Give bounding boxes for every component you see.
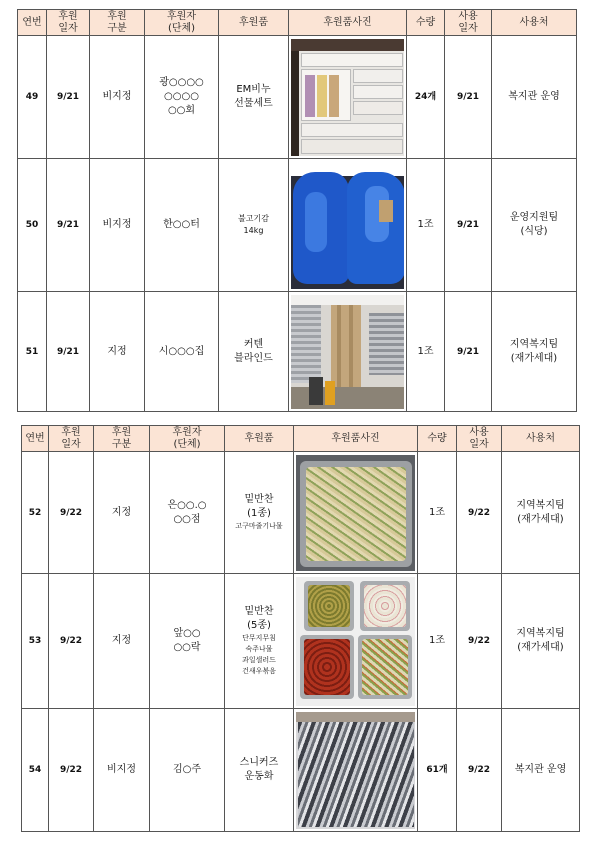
- row-no: 49: [18, 36, 47, 159]
- row-photo: [294, 574, 418, 709]
- row-use-date: 9/21: [445, 159, 492, 292]
- col-header-type: 후원 구분: [94, 426, 150, 452]
- row-no: 50: [18, 159, 47, 292]
- row-type: 비지정: [90, 159, 145, 292]
- row-photo: [294, 452, 418, 574]
- row-item: 커텐 블라인드: [219, 292, 289, 412]
- row-date: 9/22: [49, 574, 94, 709]
- curtain-blinds-photo: [291, 295, 404, 409]
- row-date: 9/22: [49, 452, 94, 574]
- row-no: 53: [22, 574, 49, 709]
- row-use: 지역복지팀 (재가세대): [492, 292, 577, 412]
- col-header-donor: 후원자 (단체): [150, 426, 225, 452]
- row-use: 복지관 운영: [502, 709, 580, 832]
- row-qty: 1조: [418, 574, 457, 709]
- row-use-date: 9/22: [457, 709, 502, 832]
- row-qty: 61개: [418, 709, 457, 832]
- col-header-use-date: 사용 일자: [457, 426, 502, 452]
- col-header-photo: 후원품사진: [294, 426, 418, 452]
- col-header-donor: 후원자 (단체): [145, 10, 219, 36]
- row-qty: 1조: [407, 159, 445, 292]
- row-photo: [289, 159, 407, 292]
- row-no: 51: [18, 292, 47, 412]
- row-date: 9/21: [47, 292, 90, 412]
- row-photo: [294, 709, 418, 832]
- row-use-date: 9/21: [445, 292, 492, 412]
- row-type: 지정: [94, 574, 150, 709]
- col-header-use: 사용처: [502, 426, 580, 452]
- row-no: 52: [22, 452, 49, 574]
- row-item: 스니커즈 운동화: [225, 709, 294, 832]
- row-date: 9/21: [47, 159, 90, 292]
- table-header: [18, 10, 577, 36]
- meat-in-blue-bags-photo: [291, 162, 404, 289]
- table-row: [22, 574, 580, 709]
- col-header-item: 후원품: [219, 10, 289, 36]
- col-header-qty: 수량: [418, 426, 457, 452]
- row-type: 지정: [90, 292, 145, 412]
- col-header-date: 후원 일자: [49, 426, 94, 452]
- row-qty: 24개: [407, 36, 445, 159]
- donation-table-2: [21, 425, 580, 832]
- row-item: 밑반찬 (5종) 단무지무침 숙주나물 과일샐러드 건새우볶음: [225, 574, 294, 709]
- side-dish-tray-photo: [296, 455, 415, 571]
- col-header-date: 후원 일자: [47, 10, 90, 36]
- row-date: 9/21: [47, 36, 90, 159]
- table-row: [18, 159, 577, 292]
- donation-table-1: [17, 9, 577, 412]
- row-photo: [289, 292, 407, 412]
- col-header-use: 사용처: [492, 10, 577, 36]
- col-header-item: 후원품: [225, 426, 294, 452]
- row-item: 불고기감 14kg: [219, 159, 289, 292]
- row-type: 지정: [94, 452, 150, 574]
- row-use-date: 9/21: [445, 36, 492, 159]
- sneakers-pile-photo: [296, 712, 415, 829]
- table-row: [22, 452, 580, 574]
- row-item: 밑반찬 (1종) 고구마줄기나물: [225, 452, 294, 574]
- table-row: [18, 292, 577, 412]
- col-header-use-date: 사용 일자: [445, 10, 492, 36]
- row-donor: 김○주: [150, 709, 225, 832]
- row-use-date: 9/22: [457, 574, 502, 709]
- row-use: 지역복지팀 (재가세대): [502, 574, 580, 709]
- table-header: [22, 426, 580, 452]
- col-header-qty: 수량: [407, 10, 445, 36]
- row-no: 54: [22, 709, 49, 832]
- row-donor: 앞○○ ○○락: [150, 574, 225, 709]
- col-header-photo: 후원품사진: [289, 10, 407, 36]
- soap-gift-boxes-photo: [291, 39, 404, 156]
- row-type: 비지정: [94, 709, 150, 832]
- row-photo: [289, 36, 407, 159]
- row-use: 지역복지팀 (재가세대): [502, 452, 580, 574]
- row-donor: 광○○○○ ○○○○ ○○회: [145, 36, 219, 159]
- row-use: 복지관 운영: [492, 36, 577, 159]
- row-donor: 은○○.○ ○○점: [150, 452, 225, 574]
- row-item: EM비누 선물세트: [219, 36, 289, 159]
- col-header-type: 후원 구분: [90, 10, 145, 36]
- row-donor: 한○○터: [145, 159, 219, 292]
- row-type: 비지정: [90, 36, 145, 159]
- row-donor: 시○○○집: [145, 292, 219, 412]
- col-header-no: 연번: [18, 10, 47, 36]
- col-header-no: 연번: [22, 426, 49, 452]
- row-date: 9/22: [49, 709, 94, 832]
- row-qty: 1조: [407, 292, 445, 412]
- row-qty: 1조: [418, 452, 457, 574]
- row-use: 운영지원팀 (식당): [492, 159, 577, 292]
- table-row: [18, 36, 577, 159]
- table-row: [22, 709, 580, 832]
- side-dish-trays-photo: [296, 577, 415, 706]
- row-use-date: 9/22: [457, 452, 502, 574]
